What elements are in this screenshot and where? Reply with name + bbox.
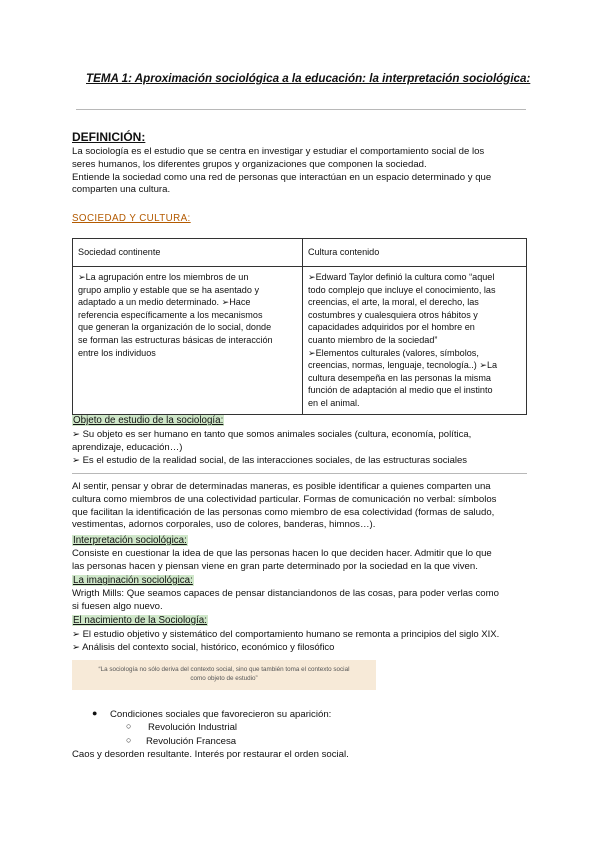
quote-line: “La sociología no sólo deriva del contexto social, sino que también toma el contexto social — [98, 666, 350, 673]
interpretacion-text — [72, 548, 528, 574]
table-cell — [303, 267, 527, 415]
list-item: Condiciones sociales que favorecieron su aparición: — [110, 709, 332, 720]
text-line: adaptado a un medio determinado. ➢Hace — [78, 297, 251, 308]
text-line: función de adaptación al medio que el instinto — [308, 385, 493, 396]
text-line: capacidades adquiridos por el hombre en — [308, 322, 475, 333]
text-line: costumbres y cualesquiera otros hábitos y — [308, 309, 478, 320]
text-line: ➢ Su objeto es ser humano en tanto que somos animales sociales (cultura, economía, política, — [72, 429, 472, 440]
sociedad-cultura-heading: SOCIEDAD Y CULTURA: — [72, 213, 191, 224]
definicion-text — [72, 146, 528, 197]
interpretacion-heading: Interpretación sociológica: — [73, 535, 187, 546]
text-line: referencia específicamente a los mecanismos — [78, 309, 263, 320]
text-line: creencias, el arte, la moral, el derecho, las — [308, 297, 479, 308]
text-line: entre los individuos — [78, 347, 156, 358]
text-line: todo complejo que incluye el conocimiento, las — [308, 284, 496, 295]
quote-box — [72, 660, 376, 690]
text-line: Entiende la sociedad como una red de personas que interactúan en un espacio determinado y que — [72, 171, 492, 183]
text-line: las personas hacen y piensan viene en gran parte determinado por la sociedad en la que viven. — [72, 560, 478, 572]
table-row — [73, 267, 527, 415]
imaginacion-heading: La imaginación sociológica: — [73, 575, 193, 586]
table-cell — [73, 267, 303, 415]
text-line: ➢Edward Taylor definió la cultura como “aquel — [308, 272, 495, 282]
text-line: cultura desempeña en las personas la misma — [308, 372, 491, 383]
divider — [76, 109, 526, 110]
sociedad-cultura-table — [72, 238, 527, 415]
table-header-cell: Cultura contenido — [303, 239, 527, 267]
definicion-heading: DEFINICIÓN: — [72, 130, 146, 144]
objeto-heading: Objeto de estudio de la sociología: — [73, 415, 224, 426]
text-line: cuanto miembro de la sociedad” — [308, 334, 438, 345]
text-line: ➢La agrupación entre los miembros de un — [78, 272, 249, 282]
text-line: ➢ El estudio objetivo y sistemático del comportamiento humano se remonta a principios del siglo XIX. — [72, 629, 500, 640]
text-line: ➢Elementos culturales (valores, símbolos, — [308, 347, 479, 358]
text-line: en el animal. — [308, 397, 360, 408]
text-line: Al sentir, pensar y obrar de determinadas maneras, es posible identificar a quienes comparten una — [72, 481, 491, 492]
table-header-cell: Sociedad continente — [73, 239, 303, 267]
text-line: grupo amplio y estable que se ha asentado y — [78, 284, 259, 295]
text-line: ➢ Es el estudio de la realidad social, de las interacciones sociales, de las estructuras sociales — [72, 454, 468, 466]
nacimiento-text — [72, 629, 528, 655]
text-line: que generan la organización de lo social, donde — [78, 322, 272, 333]
al-sentir-text — [72, 481, 528, 532]
bullet-dot-icon: ● — [92, 708, 98, 718]
nacimiento-heading: El nacimiento de la Sociología: — [73, 615, 207, 626]
bullet-circle-icon: ○ — [126, 721, 132, 731]
table-row — [73, 239, 527, 267]
text-line: Wrigth Mills: Que seamos capaces de pensar distanciandonos de las cosas, para poder verlas como — [72, 588, 499, 599]
text-line: Consiste en cuestionar la idea de que las personas hacen lo que deciden hacer. Admitir que lo que — [72, 548, 492, 559]
text-line: vestimentas, adornos corporales, uso de colores, banderas, himnos…). — [72, 519, 376, 531]
text-line: seres humanos, los diferentes grupos y organizaciones que componen la sociedad. — [72, 158, 427, 170]
objeto-text — [72, 429, 528, 467]
text-line: ➢ Análisis del contexto social, histórico, económico y filosófico — [72, 641, 335, 653]
list-item: Revolución Francesa — [146, 736, 237, 747]
text-line: La sociología es el estudio que se centra en investigar y estudiar el comportamiento social de los — [72, 146, 485, 157]
divider — [72, 473, 527, 474]
final-text: Caos y desorden resultante. Interés por restaurar el orden social. — [72, 749, 349, 760]
text-line: cultura como miembros de una colectividad particular. Formas de comunicación no verbal: símbolos — [72, 493, 497, 505]
quote-line: como objeto de estudio” — [190, 675, 258, 682]
text-line: creencias, normas, lenguaje, tecnología..) ➢La — [308, 360, 498, 371]
text-line: que facilitan la identificación de las personas como miembro de esa colectividad (formas de saludo, — [72, 506, 495, 518]
text-line: se forman las estructuras básicas de interacción — [78, 334, 273, 345]
imaginacion-text — [72, 588, 528, 614]
text-line: si fuesen algo nuevo. — [72, 600, 163, 612]
bullet-circle-icon: ○ — [126, 735, 132, 745]
page-title: TEMA 1: Aproximación sociológica a la educación: la interpretación sociológica: — [86, 72, 531, 85]
list-item: Revolución Industrial — [148, 722, 238, 733]
text-line: comparten una cultura. — [72, 184, 171, 196]
text-line: aprendizaje, educación…) — [72, 441, 183, 453]
